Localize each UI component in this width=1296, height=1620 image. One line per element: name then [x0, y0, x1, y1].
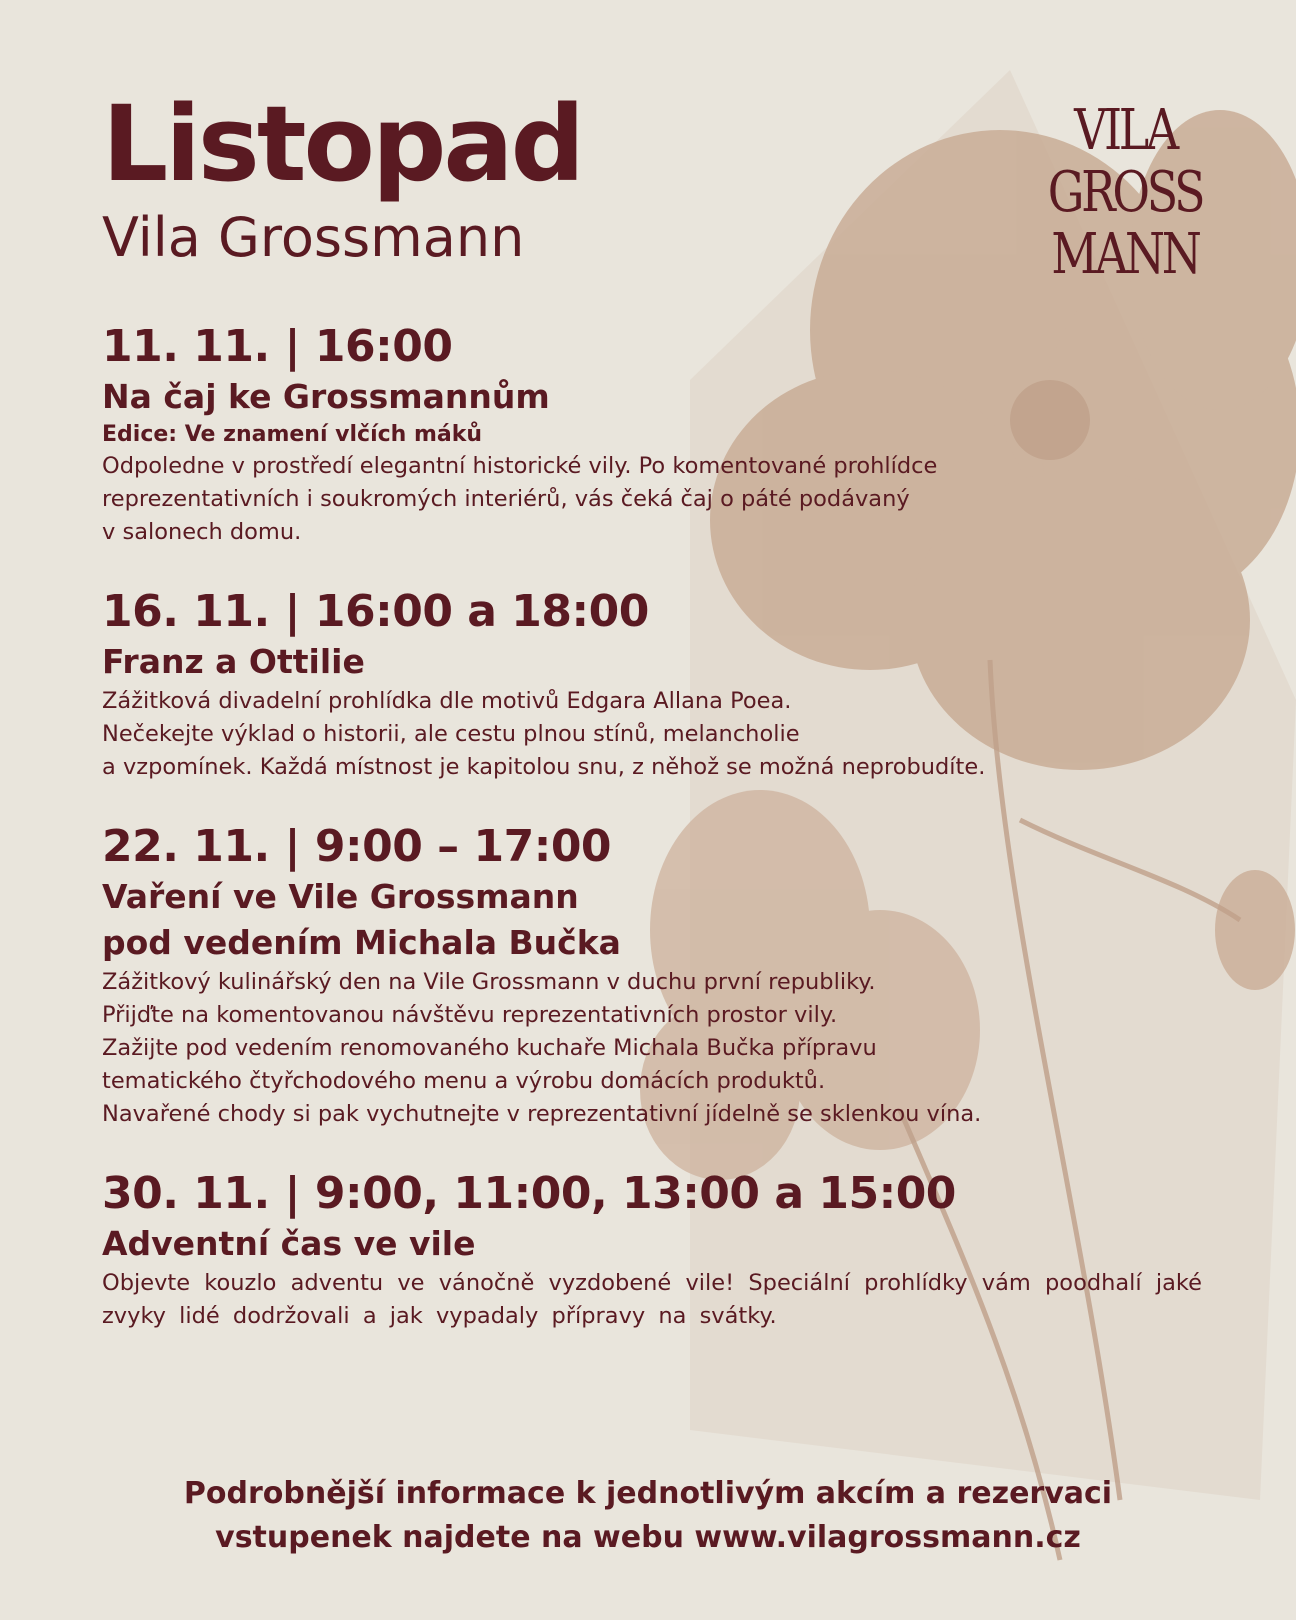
event-name-line-2: pod vedením Michala Bučka [102, 923, 621, 962]
event-name: Adventní čas ve vile [102, 1224, 476, 1263]
footer-info: Podrobnější informace k jednotlivým akcím a rezervaci vstupenek najdete na webu www.vilagrossmann.cz [183, 1476, 1113, 1555]
event-edition: Edice: Ve znamení vlčích máků [102, 422, 483, 447]
event-2 [102, 585, 1202, 784]
event-description: Zážitkový kulinářský den na Vile Grossmann v duchu první republiky. Přijďte na komentovanou návštěvu reprezentativních prostor vily. Zažijte pod vedením renomovaného kuchaře Michala Bučka přípravu tematického čtyřchodového menu a výrobu domácích produktů. Navařené chody si pak vychutnejte v reprezentativní jídelně se sklenkou vína. [102, 969, 982, 1127]
event-name: Na čaj ke Grossmannům [102, 377, 550, 416]
event-description: Odpoledne v prostředí elegantní historické vily. Po komentované prohlídce reprezentativních i soukromých interiérů, vás čeká čaj o páté podávaný v salonech domu. [102, 453, 938, 545]
event-description: Objevte kouzlo adventu ve vánočně vyzdobené vile! Speciální prohlídky vám poodhalí jaké zvyky lidé dodržovali a jak vypadaly přípravy na svátky. [102, 1270, 1202, 1329]
event-date: 30. 11. | 9:00, 11:00, 13:00 a 15:00 [102, 1168, 956, 1219]
event-description: Zážitková divadelní prohlídka dle motivů Edgara Allana Poea. Nečekejte výklad o historii, ale cestu plnou stínů, melancholie a vzpomínek. Každá místnost je kapitolou snu, z něhož se možná neprobudíte. [102, 688, 986, 780]
event-date: 16. 11. | 16:00 a 18:00 [102, 586, 649, 637]
event-4 [102, 1167, 1202, 1333]
page-title: Listopad [102, 83, 583, 205]
main-content [102, 83, 1202, 1333]
event-name-line-1: Vaření ve Vile Grossmann [102, 877, 579, 916]
logo-line-3: MANN [1051, 222, 1199, 287]
event-date: 11. 11. | 16:00 [102, 321, 453, 372]
event-1 [102, 320, 1202, 549]
event-3 [102, 820, 1202, 1131]
logo-line-2: GROSS [1047, 160, 1203, 225]
page-subtitle: Vila Grossmann [102, 206, 525, 269]
event-date: 22. 11. | 9:00 – 17:00 [102, 821, 612, 872]
logo-line-1: VILA [1074, 98, 1176, 163]
event-name: Franz a Ottilie [102, 642, 365, 681]
